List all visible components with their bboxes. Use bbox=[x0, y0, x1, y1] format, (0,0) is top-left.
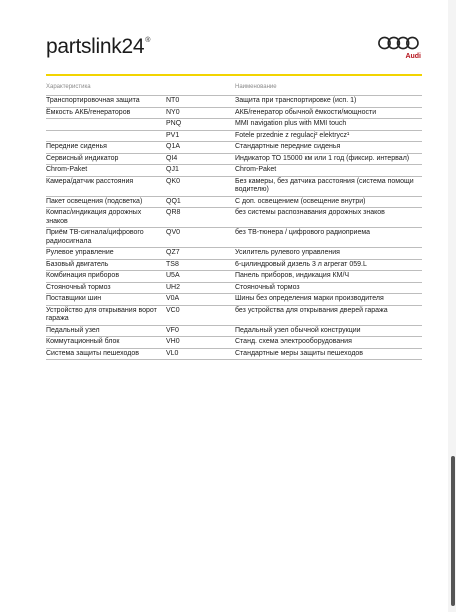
code-cell: QI4 bbox=[166, 154, 178, 162]
description-cell: 6-цилиндровый дизель 3 л агрегат 059.L bbox=[235, 260, 367, 268]
brand-name: partslink24 bbox=[46, 35, 145, 58]
code-cell: TS8 bbox=[166, 260, 179, 268]
code-cell: VF0 bbox=[166, 326, 179, 334]
code-cell: VC0 bbox=[166, 306, 180, 314]
description-cell: С доп. освещением (освещение внутри) bbox=[235, 197, 366, 205]
table-row bbox=[46, 294, 422, 306]
description-cell: Индикатор ТО 15000 км или 1 год (фиксир. интервал) bbox=[235, 154, 410, 162]
column-header-feature: Характеристика bbox=[46, 84, 91, 90]
column-header-description: Наименование bbox=[235, 84, 277, 90]
table-row bbox=[46, 142, 422, 154]
feature-cell: Коммутационный блок bbox=[46, 338, 120, 345]
feature-cell: Сервисный индикатор bbox=[46, 154, 119, 162]
description-cell: Без камеры, без датчика расстояния (система помощи водителю) bbox=[235, 177, 414, 193]
description-cell: Стояночный тормоз bbox=[235, 283, 300, 291]
description-cell: Усилитель рулевого управления bbox=[235, 249, 340, 256]
code-cell: QV0 bbox=[166, 229, 181, 236]
table-row bbox=[46, 248, 422, 260]
scrollbar-thumb[interactable] bbox=[451, 456, 455, 606]
header-accent-rule bbox=[46, 74, 422, 76]
code-cell: VH0 bbox=[166, 338, 180, 345]
table-row bbox=[46, 228, 422, 248]
description-cell: Шины без определения марки производителя bbox=[235, 295, 384, 302]
code-cell: PV1 bbox=[166, 131, 180, 139]
description-cell: Chrom-Paket bbox=[235, 166, 277, 173]
table-row bbox=[46, 131, 422, 143]
code-cell: QZ7 bbox=[166, 249, 180, 256]
table-row bbox=[46, 96, 422, 108]
feature-cell: Передние сиденья bbox=[46, 143, 107, 150]
table-row bbox=[46, 349, 422, 361]
table-row bbox=[46, 208, 422, 228]
table-header bbox=[46, 84, 422, 96]
description-cell: Защита при транспортировке (исп. 1) bbox=[235, 97, 357, 104]
table-row bbox=[46, 119, 422, 131]
description-cell: АКБ/генератор обычной ёмкости/мощности bbox=[235, 108, 377, 116]
feature-cell: Поставщики шин bbox=[46, 295, 102, 302]
feature-cell: Стояночный тормоз bbox=[46, 283, 111, 291]
code-cell: QK0 bbox=[166, 177, 181, 185]
description-cell: Панель приборов, индикация КМ/Ч bbox=[235, 272, 350, 279]
description-cell: без устройства для открывания дверей гаража bbox=[235, 306, 388, 314]
feature-cell: Устройство для открывания ворот гаража bbox=[46, 306, 157, 322]
equipment-table bbox=[46, 84, 422, 360]
code-cell: QJ1 bbox=[166, 166, 179, 173]
table-row bbox=[46, 177, 422, 197]
feature-cell: Камера/датчик расстояния bbox=[46, 177, 134, 185]
description-cell: Стандартные передние сиденья bbox=[235, 143, 341, 150]
feature-cell: Базовый двигатель bbox=[46, 260, 109, 268]
feature-cell: Комбинация приборов bbox=[46, 272, 120, 279]
description-cell: Педальный узел обычной конструкции bbox=[235, 326, 361, 334]
table-body bbox=[46, 96, 422, 360]
audi-label: Audi bbox=[405, 53, 421, 60]
description-cell: MMI navigation plus with MMI touch bbox=[235, 120, 347, 127]
table-row bbox=[46, 306, 422, 326]
code-cell: NT0 bbox=[166, 97, 180, 104]
description-cell: без ТВ-тюнера / цифрового радиоприема bbox=[235, 229, 371, 236]
description-cell: без системы распознавания дорожных знаков bbox=[235, 209, 385, 216]
registered-mark: ® bbox=[145, 37, 151, 44]
feature-cell: Компас/индикация дорожных знаков bbox=[46, 209, 142, 225]
feature-cell: Транспортировочная защита bbox=[46, 97, 140, 104]
partslink24-logo bbox=[46, 36, 150, 57]
feature-cell: Система защиты пешеходов bbox=[46, 349, 139, 357]
table-row bbox=[46, 271, 422, 283]
audi-rings-icon bbox=[377, 36, 421, 52]
code-cell: V0A bbox=[166, 295, 180, 302]
vertical-scrollbar[interactable] bbox=[448, 0, 456, 612]
code-cell: U5A bbox=[166, 272, 180, 279]
table-row bbox=[46, 283, 422, 295]
code-cell: UH2 bbox=[166, 283, 181, 291]
feature-cell: Приём ТВ-сигнала/цифрового радиосигнала bbox=[46, 229, 144, 245]
table-row bbox=[46, 197, 422, 209]
code-cell: NY0 bbox=[166, 108, 180, 116]
description-cell: Fotele przednie z regulacj² elektrycz¹ bbox=[235, 131, 350, 139]
feature-cell: Педальный узел bbox=[46, 326, 100, 334]
feature-cell: Ёмкость АКБ/генераторов bbox=[46, 108, 131, 116]
table-row bbox=[46, 260, 422, 272]
audi-logo bbox=[377, 36, 421, 66]
feature-cell: Пакет освещения (подсветка) bbox=[46, 197, 143, 205]
description-cell: Станд. схема электрооборудования bbox=[235, 338, 352, 345]
code-cell: VL0 bbox=[166, 349, 179, 357]
table-row bbox=[46, 154, 422, 166]
feature-cell: Chrom-Paket bbox=[46, 166, 88, 173]
code-cell: QQ1 bbox=[166, 197, 181, 205]
table-row bbox=[46, 165, 422, 177]
table-row bbox=[46, 108, 422, 120]
feature-cell: Рулевое управление bbox=[46, 249, 114, 256]
code-cell: PNQ bbox=[166, 120, 182, 127]
code-cell: Q1A bbox=[166, 143, 181, 150]
code-cell: QR8 bbox=[166, 209, 181, 216]
description-cell: Стандартные меры защиты пешеходов bbox=[235, 349, 364, 357]
table-row bbox=[46, 326, 422, 338]
table-row bbox=[46, 337, 422, 349]
